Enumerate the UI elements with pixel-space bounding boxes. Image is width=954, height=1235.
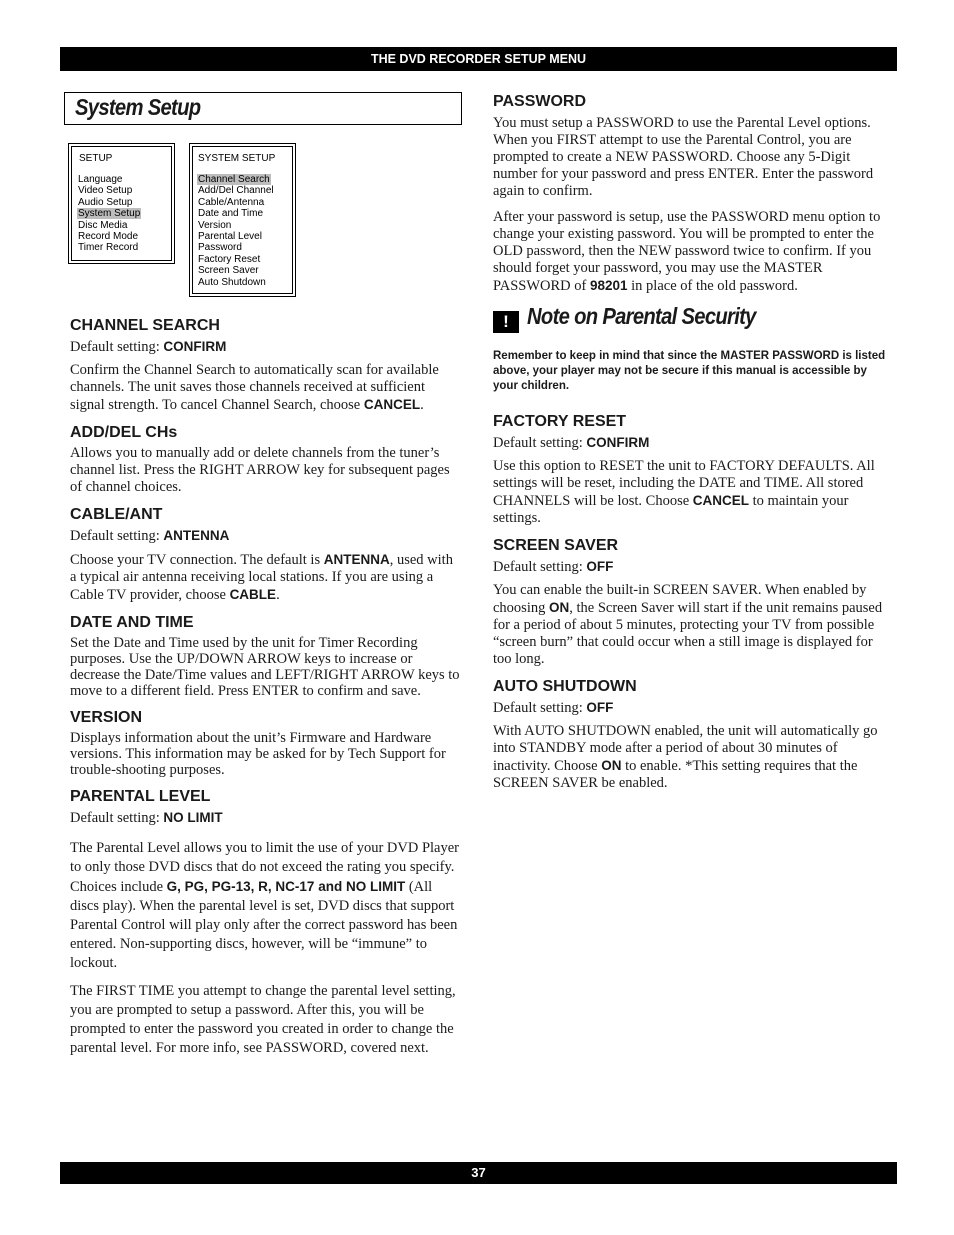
channel-search-heading: CHANNEL SEARCH [70,317,220,334]
parental-level-text-1a: The Parental Level allows you to limit the use of your DVD Player to only those DVD discs that do not exceed the rating you specify. Choices include [70,840,459,895]
system-setup-menu-item [198,220,274,231]
setup-menu-illustration [68,143,175,264]
parental-level-ratings: G, PG, PG-13, R, NC-17 and NO LIMIT [166,879,406,894]
channel-search-default [70,338,462,356]
system-setup-menu-item-label: Channel Search [198,174,270,185]
factory-reset-text [493,458,891,527]
password-text-1: You must setup a PASSWORD to use the Parental Level options. When you FIRST attempt to use the Parental Control, you are prompted to create a NEW PASSWORD. Choose any 5-Digit number for your password and press ENTER. Enter the password again to confirm. [493,115,874,199]
system-setup-menu-item [198,197,274,208]
system-setup-menu-item-label: Password [198,242,242,254]
page-footer-bar [60,1162,897,1184]
default-label: Default setting: [493,559,583,575]
auto-shutdown-heading: AUTO SHUTDOWN [493,678,637,695]
setup-menu-item [78,242,141,253]
cable-ant-default-value: ANTENNA [163,528,230,543]
left-column [70,316,462,1058]
note-text: Remember to keep in mind that since the MASTER PASSWORD is listed above, your player may not be secure if this manual is accessible by your children. [493,350,886,392]
factory-reset-heading: FACTORY RESET [493,413,627,430]
page-header-title: THE DVD RECORDER SETUP MENU [370,52,587,66]
screen-saver-text-1: You can enable the built-in SCREEN SAVER. When enabled by choosing [493,582,867,616]
channel-search-text [70,362,462,414]
screen-saver-on: ON [548,600,570,615]
setup-menu-item-label: Audio Setup [78,196,133,208]
page-header-bar [60,47,897,71]
factory-reset-default-value: CONFIRM [586,435,650,450]
parental-level-default-value: NO LIMIT [163,810,223,825]
channel-search-cancel: CANCEL [363,397,421,412]
version-heading: VERSION [70,709,143,726]
setup-menu-title: SETUP [79,153,113,164]
screen-saver-text-2: , the Screen Saver will start if the unit remains paused for a period of about 5 minutes, protecting your TV from possible “screen burn” that could occur when a still image is displayed for too long. [493,600,883,667]
default-label: Default setting: [70,528,160,544]
screen-saver-default-value: OFF [586,559,614,574]
channel-search-default-value: CONFIRM [163,339,227,354]
add-del-heading: ADD/DEL CHs [70,424,178,441]
channel-search-text-2: . [420,397,424,413]
password-heading: PASSWORD [493,93,587,110]
setup-menu-item-label: Video Setup [78,185,133,197]
note-header [493,303,891,339]
password-text-2a: After your password is setup, use the PASSWORD menu option to change your existing password. You will be prompted to enter the OLD password, then the NEW password twice to confirm. If you should forget your password, you may use the MASTER PASSWORD of [493,209,881,294]
setup-menu-item-label: Disc Media [78,219,128,231]
screen-saver-heading: SCREEN SAVER [493,537,619,554]
system-setup-menu-item-label: Auto Shutdown [198,276,266,288]
password-text-2c: in place of the old password. [627,278,798,294]
system-setup-menu-item-label: Cable/Antenna [198,196,265,208]
version-text: Displays information about the unit’s Firmware and Hardware versions. This information may be asked for by Tech Support for trouble-shooting purposes. [70,730,446,778]
parental-level-text-1 [70,839,462,973]
add-del-text: Allows you to manually add or delete channels from the tuner’s channel list. Press the RIGHT ARROW key for subsequent pages of channel choices. [70,445,450,495]
system-setup-menu-item [198,174,274,185]
date-time-text: Set the Date and Time used by the unit for Timer Recording purposes. Use the UP/DOWN ARROW keys to increase or decrease the Date/Time values and LEFT/RIGHT ARROW keys to move to a different field. Press ENTER to confirm and save. [70,635,460,699]
auto-shutdown-text-1: With AUTO SHUTDOWN enabled, the unit will automatically go into STANDBY mode after a period of about 30 minutes of inactivity. Choose [493,723,878,774]
default-label: Default setting: [70,810,160,826]
system-setup-menu-item [198,254,274,265]
setup-menu-item [78,208,141,219]
page-number: 37 [471,1165,486,1180]
master-password-value: 98201 [589,278,628,293]
auto-shutdown-default-value: OFF [586,700,614,715]
channel-search-text-1: Confirm the Channel Search to automatically scan for available channels. The unit saves those channels received at sufficient signal strength. To cancel Channel Search, choose [70,362,439,413]
warning-exclamation-icon: ! [493,311,519,333]
system-setup-menu-illustration [189,143,296,297]
cable-ant-text-1: Choose your TV connection. The default is [70,552,324,568]
note-title: Note on Parental Security [527,303,756,329]
default-label: Default setting: [493,435,583,451]
date-time-heading: DATE AND TIME [70,614,194,631]
section-title-box [64,92,462,125]
setup-menu-item [78,220,141,231]
auto-shutdown-default [493,699,891,717]
system-setup-menu-item-label: Date and Time [198,208,264,220]
default-label: Default setting: [493,700,583,716]
system-setup-menu-list [198,174,274,288]
system-setup-menu-item [198,277,274,288]
cable-ant-default [70,527,462,545]
parental-level-heading: PARENTAL LEVEL [70,788,211,805]
setup-menu-item-label: System Setup [78,208,141,220]
system-setup-menu-item [198,185,274,196]
auto-shutdown-text-2: to enable. *This setting requires that the SCREEN SAVER be enabled. [493,758,858,791]
setup-menu-item-label: Record Mode [78,230,139,242]
factory-reset-cancel: CANCEL [692,493,750,508]
system-setup-menu-item-label: Screen Saver [198,265,259,277]
cable-ant-cable: CABLE [229,587,277,602]
system-setup-menu-item [198,208,274,219]
cable-ant-text-2: , used with a typical air antenna receiving local stations. If you are using a Cable TV provider, choose [70,552,453,603]
default-label: Default setting: [70,339,160,355]
right-column [493,92,891,792]
factory-reset-text-2: to maintain your settings. [493,493,849,526]
parental-level-default [70,809,462,827]
parental-level-text-1c: (All discs play). When the parental level is set, DVD discs that support Parental Control will play only after the correct password has been entered. Non-supporting discs, however, will be “immune” to lockout. [70,879,458,971]
section-title: System Setup [75,94,201,120]
system-setup-menu-item [198,242,274,253]
setup-menu-list [78,174,141,254]
auto-shutdown-text [493,723,891,792]
system-setup-menu-title: SYSTEM SETUP [198,153,276,164]
system-setup-menu-item [198,231,274,242]
screen-saver-default [493,558,891,576]
system-setup-menu-item [198,265,274,276]
setup-menu-item-label: Language [78,174,123,185]
system-setup-menu-item-label: Factory Reset [198,253,261,265]
system-setup-menu-item-label: Add/Del Channel [198,185,274,197]
system-setup-menu-item-label: Parental Level [198,230,262,242]
parental-level-text-2: The FIRST TIME you attempt to change the parental level setting, you are prompted to setup a password. After this, you will be prompted to enter the password you created in order to change the parental level. For more info, see PASSWORD, covered next. [70,983,456,1056]
setup-menu-item [78,231,141,242]
password-text-2 [493,209,891,295]
cable-ant-text [70,551,462,604]
cable-ant-text-3: . [276,587,280,603]
setup-menu-item [78,197,141,208]
factory-reset-text-1: Use this option to RESET the unit to FACTORY DEFAULTS. All settings will be reset, including the DATE and TIME. All stored CHANNELS will be lost. Choose [493,458,875,509]
setup-menu-item-label: Timer Record [78,242,139,254]
cable-ant-heading: CABLE/ANT [70,506,163,523]
system-setup-menu-item-label: Version [198,219,232,231]
factory-reset-default [493,434,891,452]
auto-shutdown-on: ON [601,758,622,773]
setup-menu-item [78,174,141,185]
setup-menu-item [78,185,141,196]
screen-saver-text [493,582,891,668]
cable-ant-antenna: ANTENNA [323,552,390,567]
